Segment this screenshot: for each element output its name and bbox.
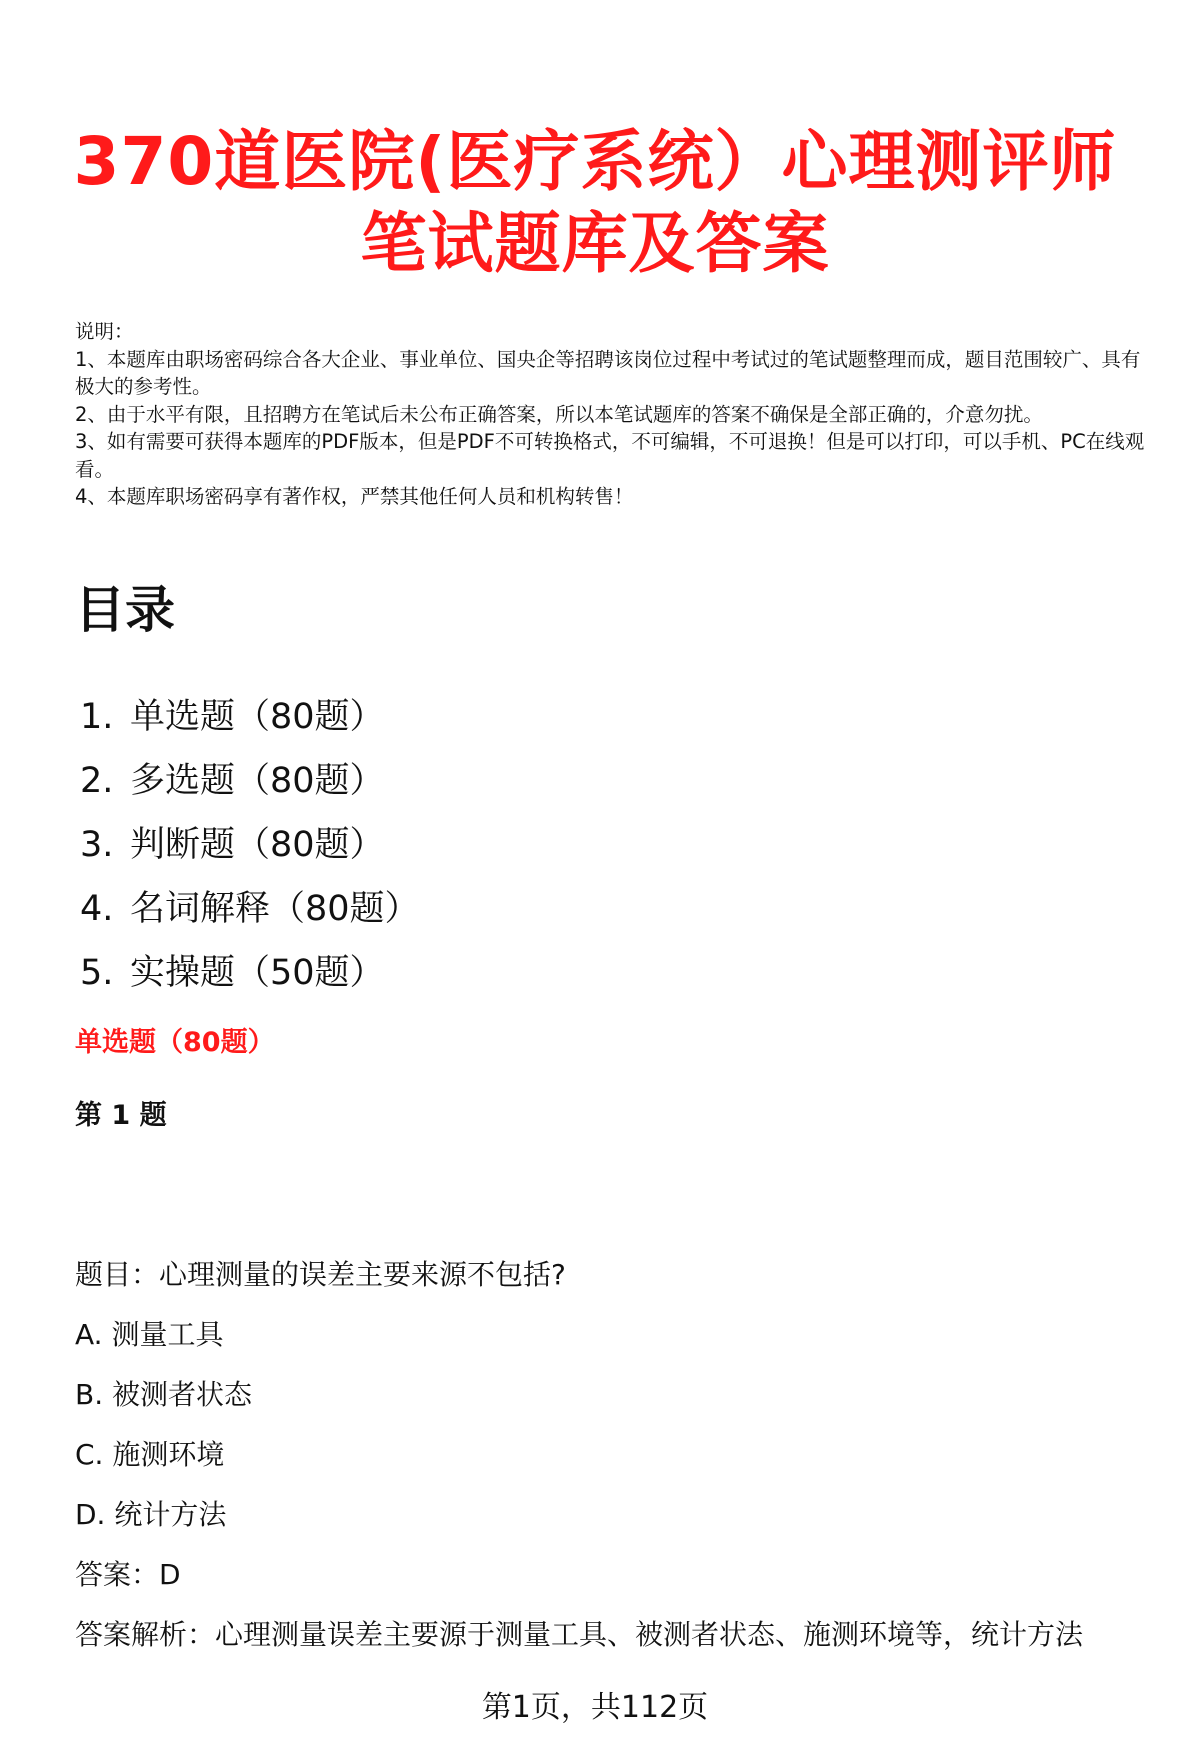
toc-item [80,685,420,749]
toc-item-label: 名词解释（80题） [130,889,420,929]
answer-analysis: 答案解析：心理测量误差主要源于测量工具、被测者状态、施测环境等，统计方法 [75,1618,1084,1651]
section-title: 单选题（80题） [75,1027,275,1058]
toc-item-number: 5. [80,953,114,993]
question-number: 第 1 题 [75,1100,167,1131]
note-item-4: 4、本题库职场密码享有著作权，严禁其他任何人员和机构转售！ [75,485,634,508]
answer: 答案：D [75,1558,181,1591]
note-item-1: 1、本题库由职场密码综合各大企业、事业单位、国央企等招聘该岗位过程中考试过的笔试题整理而成，题目范围较广、具有极大的参考性。 [75,347,1141,398]
page-footer: 第1页，共112页 [481,1690,709,1725]
toc-item [80,941,420,1005]
notes-heading: 说明： [75,320,134,343]
document-title-line-1: 370道医院(医疗系统）心理测评师 [73,123,1117,200]
option-c: C. 施测环境 [75,1438,225,1471]
toc-item [80,813,420,877]
table-of-contents [80,685,420,1005]
toc-item-number: 1. [80,697,114,737]
note-item-2: 2、由于水平有限，且招聘方在笔试后未公布正确答案，所以本笔试题库的答案不确保是全部正确的，介意勿扰。 [75,402,1043,426]
toc-item-number: 4. [80,889,114,929]
question-block [75,1245,1165,1665]
question-stem: 题目：心理测量的误差主要来源不包括? [75,1258,566,1291]
option-b: B. 被测者状态 [75,1378,253,1411]
option-d: D. 统计方法 [75,1498,227,1531]
document-title-line-2: 笔试题库及答案 [360,205,830,282]
toc-heading: 目录 [75,581,175,639]
toc-item-number: 2. [80,761,114,801]
toc-item-number: 3. [80,825,114,865]
toc-item [80,877,420,941]
note-item-3: 3、如有需要可获得本题库的PDF版本，但是PDF不可转换格式，不可编辑，不可退换！但是可以打印，可以手机、PC在线观看。 [75,430,1145,481]
toc-item-label: 多选题（80题） [130,761,385,801]
toc-item-label: 单选题（80题） [130,697,385,737]
toc-item-label: 判断题（80题） [130,825,385,865]
option-a: A. 测量工具 [75,1318,224,1351]
toc-item [80,749,420,813]
notes-block [75,318,1150,511]
toc-item-label: 实操题（50题） [130,953,385,993]
